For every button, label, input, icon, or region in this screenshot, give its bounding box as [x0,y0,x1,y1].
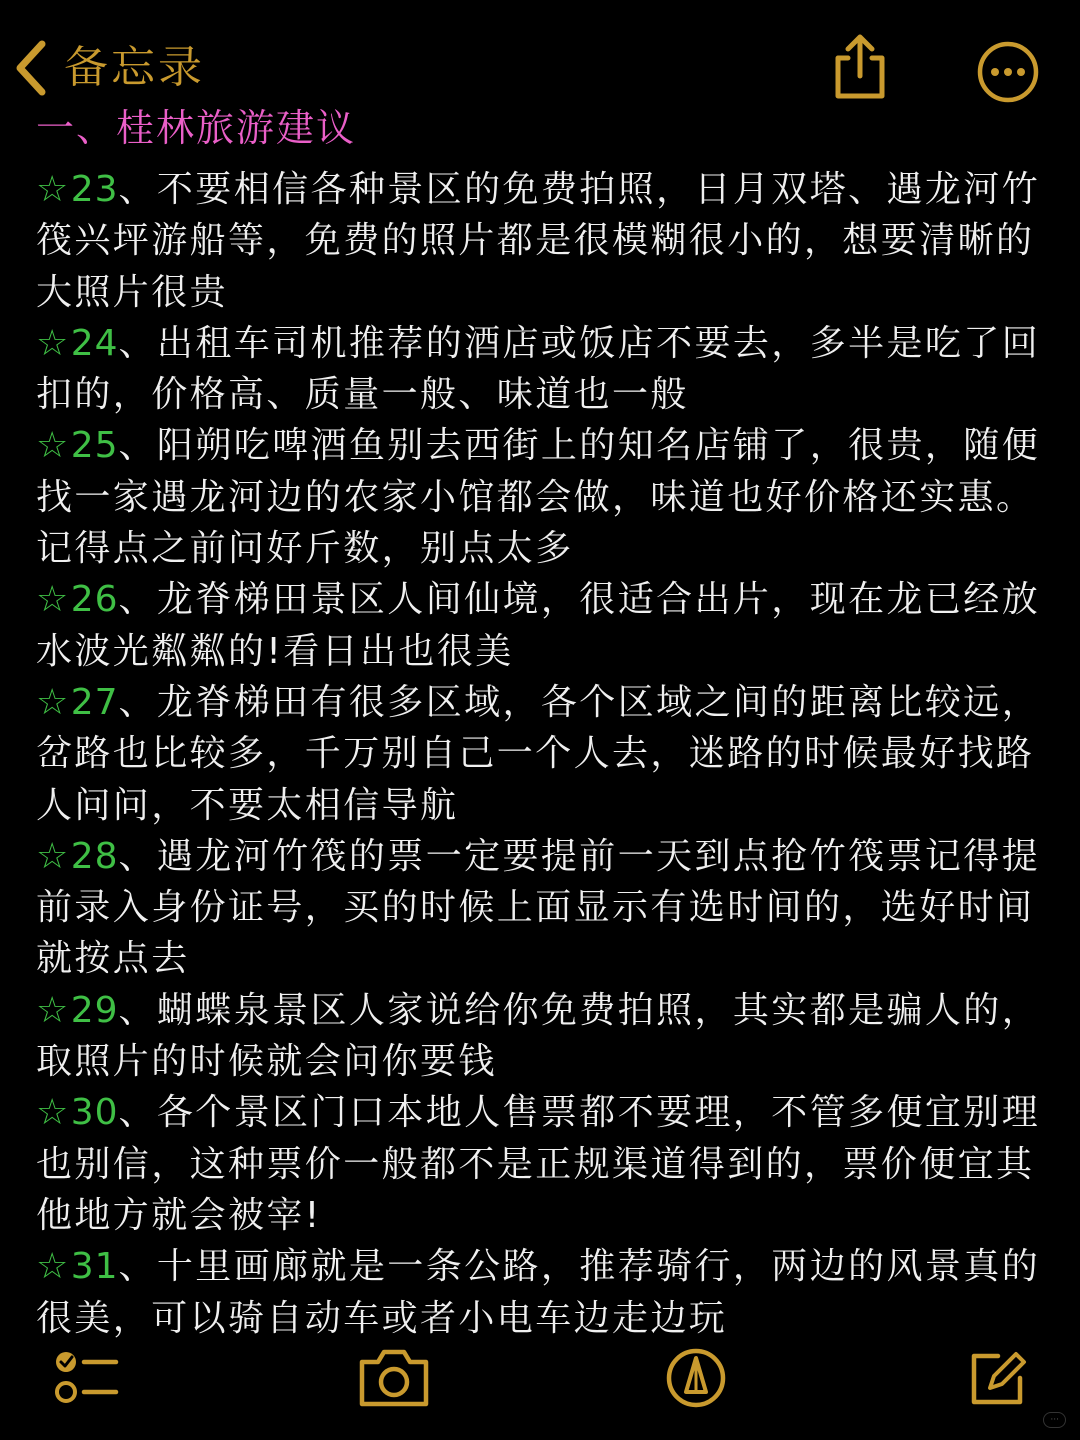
back-label: 备忘录 [64,42,205,93]
item-number: 25 [70,425,119,467]
star-bullet: ☆ [36,322,71,364]
item-text: 、十里画廊就是一条公路，推荐骑行，两边的风景真的很美，可以骑自动车或者小电车边走边玩 [36,1246,1041,1339]
star-bullet: ☆ [36,1246,71,1288]
item-number: 23 [70,169,119,210]
item-text: 、阳朔吃啤酒鱼别去西街上的知名店铺了，很贵，随便找一家遇龙河边的农家小馆都会做，味道也好价格还实惠。记得点之前问好斤数，别点太多 [36,425,1041,570]
chevron-left-icon [14,40,48,96]
navigation-bar [0,0,1080,110]
note-title[interactable]: 一、桂林旅游建议 [36,106,357,150]
star-bullet: ☆ [36,169,71,210]
camera-icon[interactable] [356,1346,432,1410]
item-text: 、出租车司机推荐的酒店或饭店不要去，多半是吃了回扣的，价格高、质量一般、味道也一般 [36,322,1041,416]
note-item[interactable] [36,318,1046,421]
item-text: 、各个景区门口本地人售票都不要理，不管多便宜别理也别信，这种票价一般都不是正规渠道得到的，票价便宜其他地方就会被宰! [36,1092,1041,1236]
item-number: 26 [70,579,119,621]
note-item[interactable] [36,831,1046,985]
watermark-badge: ··· [1043,1412,1066,1428]
star-bullet: ☆ [36,681,71,723]
bottom-toolbar [0,1340,1080,1440]
item-text: 、遇龙河竹筏的票一定要提前一天到点抢竹筏票记得提前录入身份证号，买的时候上面显示有选时间的，选好时间就按点去 [36,835,1041,980]
note-item[interactable] [36,574,1046,677]
note-item[interactable] [36,677,1046,831]
back-button[interactable] [14,36,205,100]
note-item[interactable] [36,985,1046,1088]
star-bullet: ☆ [36,1092,71,1134]
item-text: 、龙脊梯田有很多区域，各个区域之间的距离比较远，岔路也比较多，千万别自己一个人去，迷路的时候最好找路人问问，不要太相信导航 [36,681,1041,826]
checklist-icon[interactable] [52,1346,122,1410]
share-icon[interactable] [830,32,890,102]
note-item[interactable] [36,1087,1046,1241]
star-bullet: ☆ [36,425,71,467]
item-text: 、蝴蝶泉景区人家说给你免费拍照，其实都是骗人的，取照片的时候就会问你要钱 [36,989,1041,1083]
item-number: 31 [70,1246,119,1288]
item-number: 24 [70,322,119,364]
item-number: 28 [70,835,119,877]
star-bullet: ☆ [36,989,71,1031]
note-item[interactable] [36,1241,1046,1344]
star-bullet: ☆ [36,835,71,877]
item-text: 、不要相信各种景区的免费拍照，日月双塔、遇龙河竹筏兴坪游船等，免费的照片都是很模糊很小的，想要清晰的大照片很贵 [36,169,1041,313]
item-text: 、龙脊梯田景区人间仙境，很适合出片，现在龙已经放水波光粼粼的!看日出也很美 [36,579,1041,672]
compose-icon[interactable] [966,1346,1030,1410]
note-item[interactable] [36,420,1046,574]
note-body[interactable] [36,164,1046,1344]
item-number: 30 [70,1092,119,1134]
more-options-icon[interactable] [976,40,1040,104]
note-item[interactable] [36,164,1046,318]
star-bullet: ☆ [36,579,71,621]
markup-icon[interactable] [664,1346,728,1410]
item-number: 29 [70,989,119,1031]
item-number: 27 [70,681,119,723]
